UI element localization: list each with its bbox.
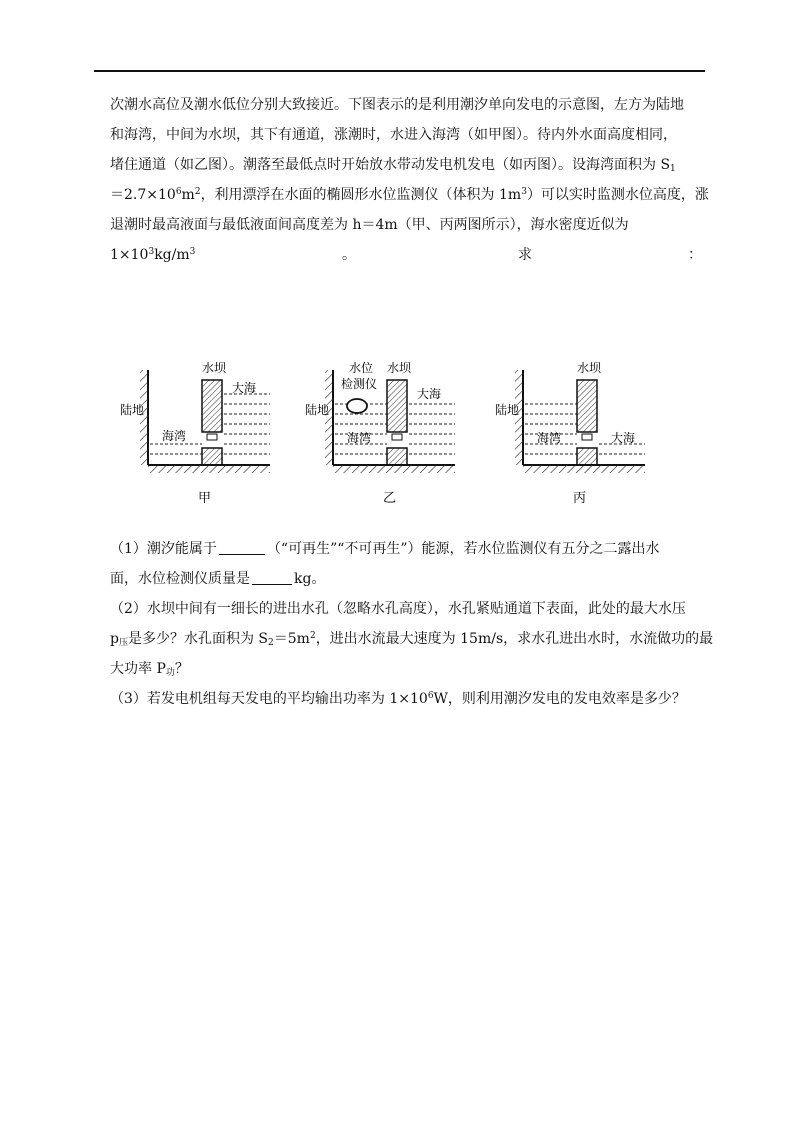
dam-lower [387, 448, 407, 465]
intro-line-6: $1\times 10^3kg/m^3$ 。 求 ： [110, 247, 702, 263]
dam-lower [202, 448, 222, 465]
turbine-icon [207, 434, 217, 440]
label-gauge-1: 水位 [349, 361, 374, 375]
sea-water-high [224, 394, 270, 454]
bay-water-high [525, 404, 577, 454]
ground [523, 465, 645, 473]
wall-land [325, 370, 333, 465]
sea-water-high [409, 404, 455, 454]
intro-paragraph [110, 90, 710, 270]
intro-line-5: 退潮时最高液面与最低液面间高度差为 h＝4m（甲、丙两图所示），海水密度近似为 [110, 217, 629, 233]
intro-line-1: 次潮水高位及潮水低位分别大致接近。下图表示的是利用潮汐单向发电的示意图，左方为陆地 [110, 97, 684, 113]
turbine-icon [582, 434, 592, 440]
figure-bing [495, 350, 665, 519]
label-bay: 海湾 [162, 429, 187, 443]
dam-lower [577, 448, 597, 465]
figure-yi [305, 350, 475, 519]
label-sea: 大海 [417, 387, 442, 401]
ground [148, 465, 270, 473]
label-land: 陆地 [495, 403, 520, 417]
wall-land [140, 370, 148, 465]
header-rule [94, 70, 705, 72]
tidal-figures [100, 350, 680, 520]
label-dam: 水坝 [577, 361, 602, 375]
dam-upper [577, 380, 597, 432]
turbine-icon [392, 434, 402, 440]
dam-upper [202, 380, 222, 432]
question-2-line-3: 大功率 $P_功$？ [110, 661, 189, 678]
caption-jia: 甲 [198, 491, 212, 506]
answer-blank-1[interactable] [219, 538, 265, 555]
label-bay: 海湾 [537, 431, 562, 445]
question-2-line-2: $p_压$是多少？水孔面积为 $S_2=5m^2$，进出水流最大速度为 15m/s，求水孔进出水时，水流做功的最 [110, 631, 714, 648]
question-1-line-2: 面，水位检测仪质量是 kg。 [110, 564, 710, 594]
figure-jia [120, 350, 290, 519]
label-land: 陆地 [120, 403, 145, 417]
label-land: 陆地 [305, 403, 330, 417]
label-dam: 水坝 [387, 361, 412, 375]
label-gauge-2: 检测仪 [341, 377, 378, 391]
water-level-gauge [347, 399, 367, 413]
caption-yi: 乙 [383, 491, 397, 506]
label-bay: 海湾 [347, 431, 372, 445]
wall-land [515, 370, 523, 465]
caption-bing: 丙 [573, 491, 587, 506]
label-sea: 大海 [232, 381, 257, 395]
ground [333, 465, 455, 473]
question-2-line-1: （2）水坝中间有一细长的进出水孔（忽略水孔高度），水孔紧贴通道下表面，此处的最大水压 [110, 601, 686, 617]
intro-line-2: 和海湾，中间为水坝，其下有通道，涨潮时，水进入海湾（如甲图）。待内外水面高度相同， [110, 127, 677, 143]
question-1-line-1: （1）潮汐能属于 （“可再生”“不可再生”）能源，若水位监测仪有五分之二露出水 [110, 534, 710, 564]
intro-line-3: 堵住通道（如乙图）。潮落至最低点时开始放水带动发电机发电（如丙图）。设海湾面积为 $S_1$ [110, 157, 676, 174]
label-sea: 大海 [611, 431, 636, 445]
intro-line-4: $=2.7\times 10^6m^2$，利用漂浮在水面的椭圆形水位监测仪（体积为 $1m^3$）可以实时监测水位高度，涨 [110, 187, 709, 203]
label-dam: 水坝 [202, 361, 227, 375]
sea-water-low [599, 444, 645, 454]
dam-upper [387, 380, 407, 432]
questions [110, 534, 714, 714]
question-3-line-1: （3）若发电机组每天发电的平均输出功率为 $1\times 10^6W$，则利用潮汐发电的发电效率是多少？ [110, 691, 686, 707]
bay-water-low [150, 444, 202, 454]
answer-blank-2[interactable] [252, 568, 292, 585]
